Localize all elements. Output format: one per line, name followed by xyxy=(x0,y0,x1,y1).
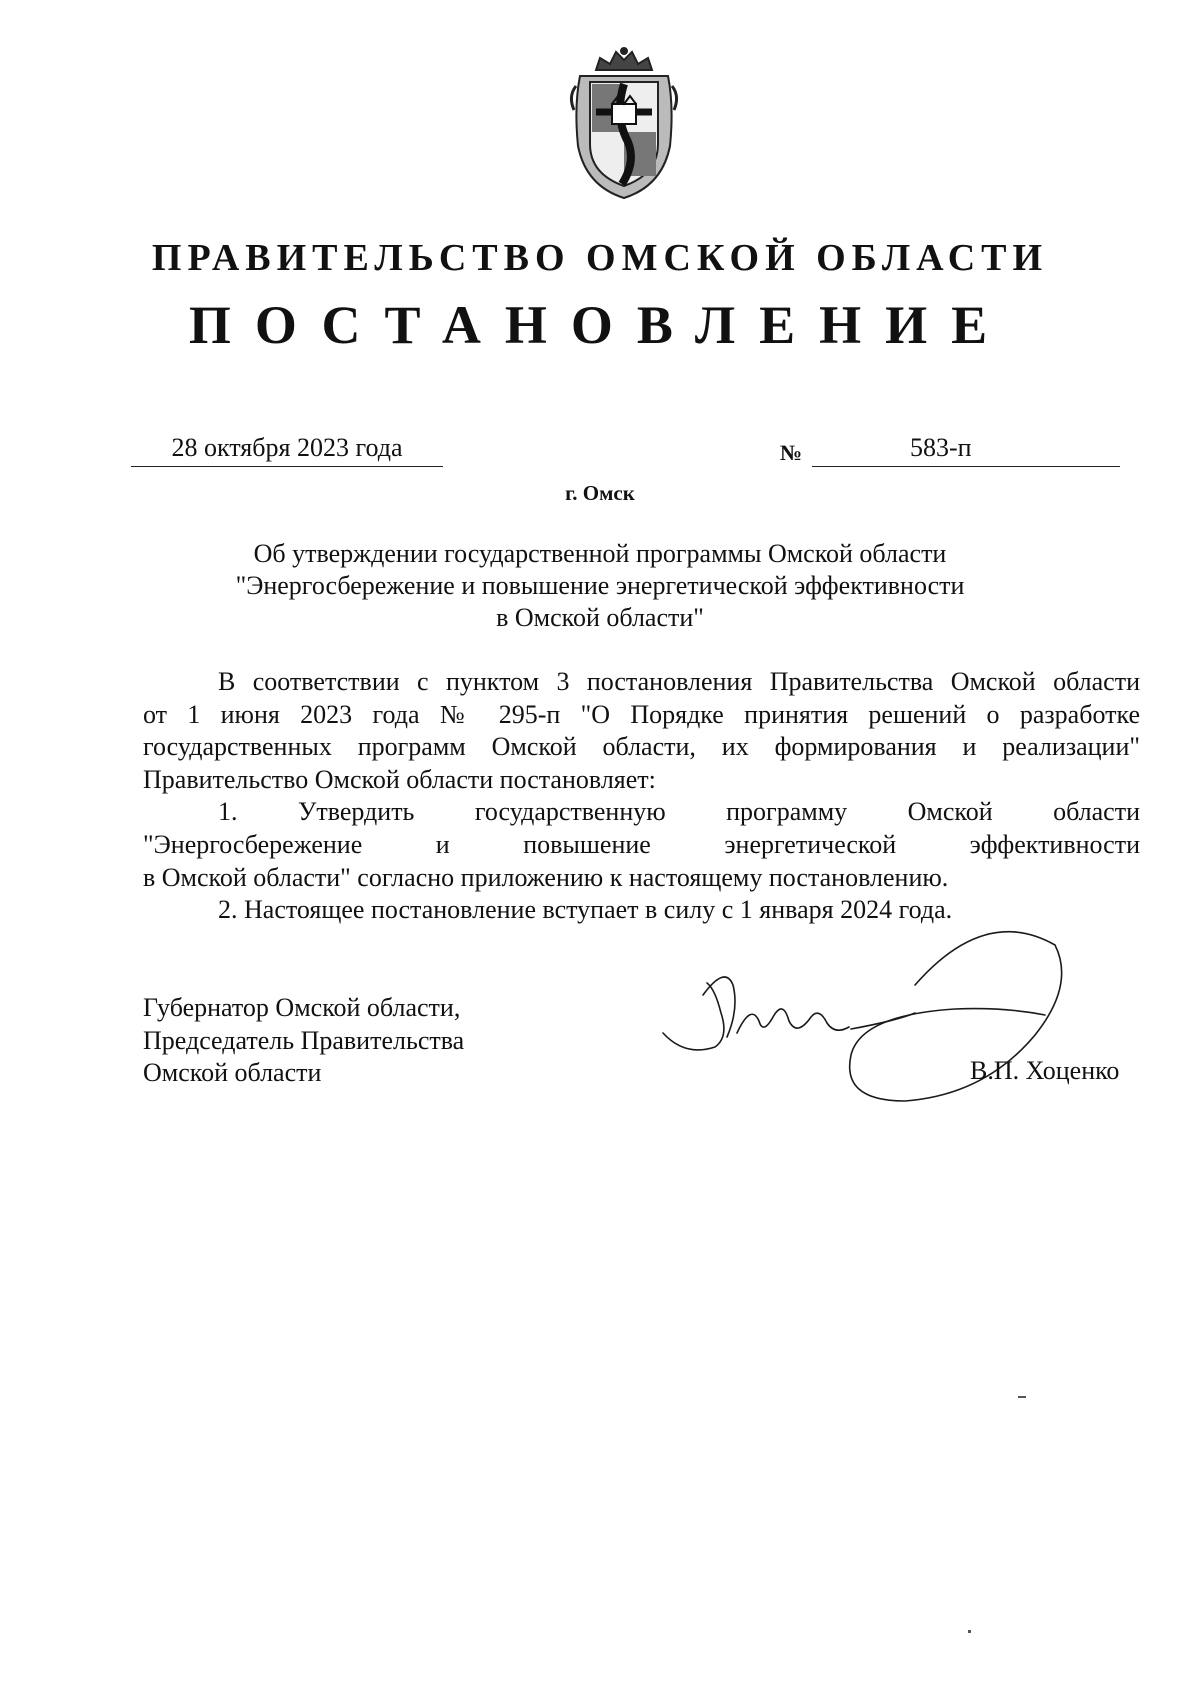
subject-line: Об утверждении государственной программы Омской области xyxy=(253,539,947,568)
signer-position-line: Омской области xyxy=(143,1058,322,1087)
paragraph-line: государственных программ Омской области, их формирования и реализации" xyxy=(143,732,1140,762)
paragraph-line: В соответствии с пунктом 3 постановления Правительства Омской области xyxy=(218,667,1140,696)
document-number: 583-п xyxy=(910,433,972,462)
signer-position xyxy=(143,992,464,1090)
item-line: в Омской области" согласно приложению к настоящему постановлению. xyxy=(143,862,949,892)
item-line: 1. Утвердить государственную программу Омской области xyxy=(218,797,1140,827)
document-date: 28 октября 2023 года xyxy=(131,430,443,467)
signer-position-line: Губернатор Омской области, xyxy=(143,993,461,1022)
document-subject xyxy=(150,538,1050,634)
handwritten-signature xyxy=(655,925,1095,1125)
scan-artifact xyxy=(1018,1396,1026,1398)
paragraph-line: Правительство Омской области постановляет: xyxy=(143,764,656,794)
subject-line: "Энергосбережение и повышение энергетической эффективности xyxy=(235,571,965,600)
subject-line: в Омской области" xyxy=(496,603,704,632)
item-line: 2. Настоящее постановление вступает в силу с 1 января 2024 года. xyxy=(218,895,953,925)
scan-artifact xyxy=(968,1630,971,1633)
signer-position-line: Председатель Правительства xyxy=(143,1025,465,1055)
omsk-coat-of-arms-emblem xyxy=(566,46,682,202)
paragraph-line: от 1 июня 2023 года № 295-п "О Порядке принятия решений о разработке xyxy=(143,699,1140,729)
document-type-heading: ПОСТАНОВЛЕНИЕ xyxy=(188,295,1012,355)
number-sign: № xyxy=(780,440,803,465)
signer-name: В.П. Хоценко xyxy=(970,1056,1120,1085)
item-line: "Энергосбережение и повышение энергетической эффективности xyxy=(143,829,1140,859)
city: г. Омск xyxy=(565,481,635,505)
document-number-field xyxy=(812,430,1120,467)
organization-title: ПРАВИТЕЛЬСТВО ОМСКОЙ ОБЛАСТИ xyxy=(151,237,1049,279)
document-body xyxy=(143,666,1140,927)
